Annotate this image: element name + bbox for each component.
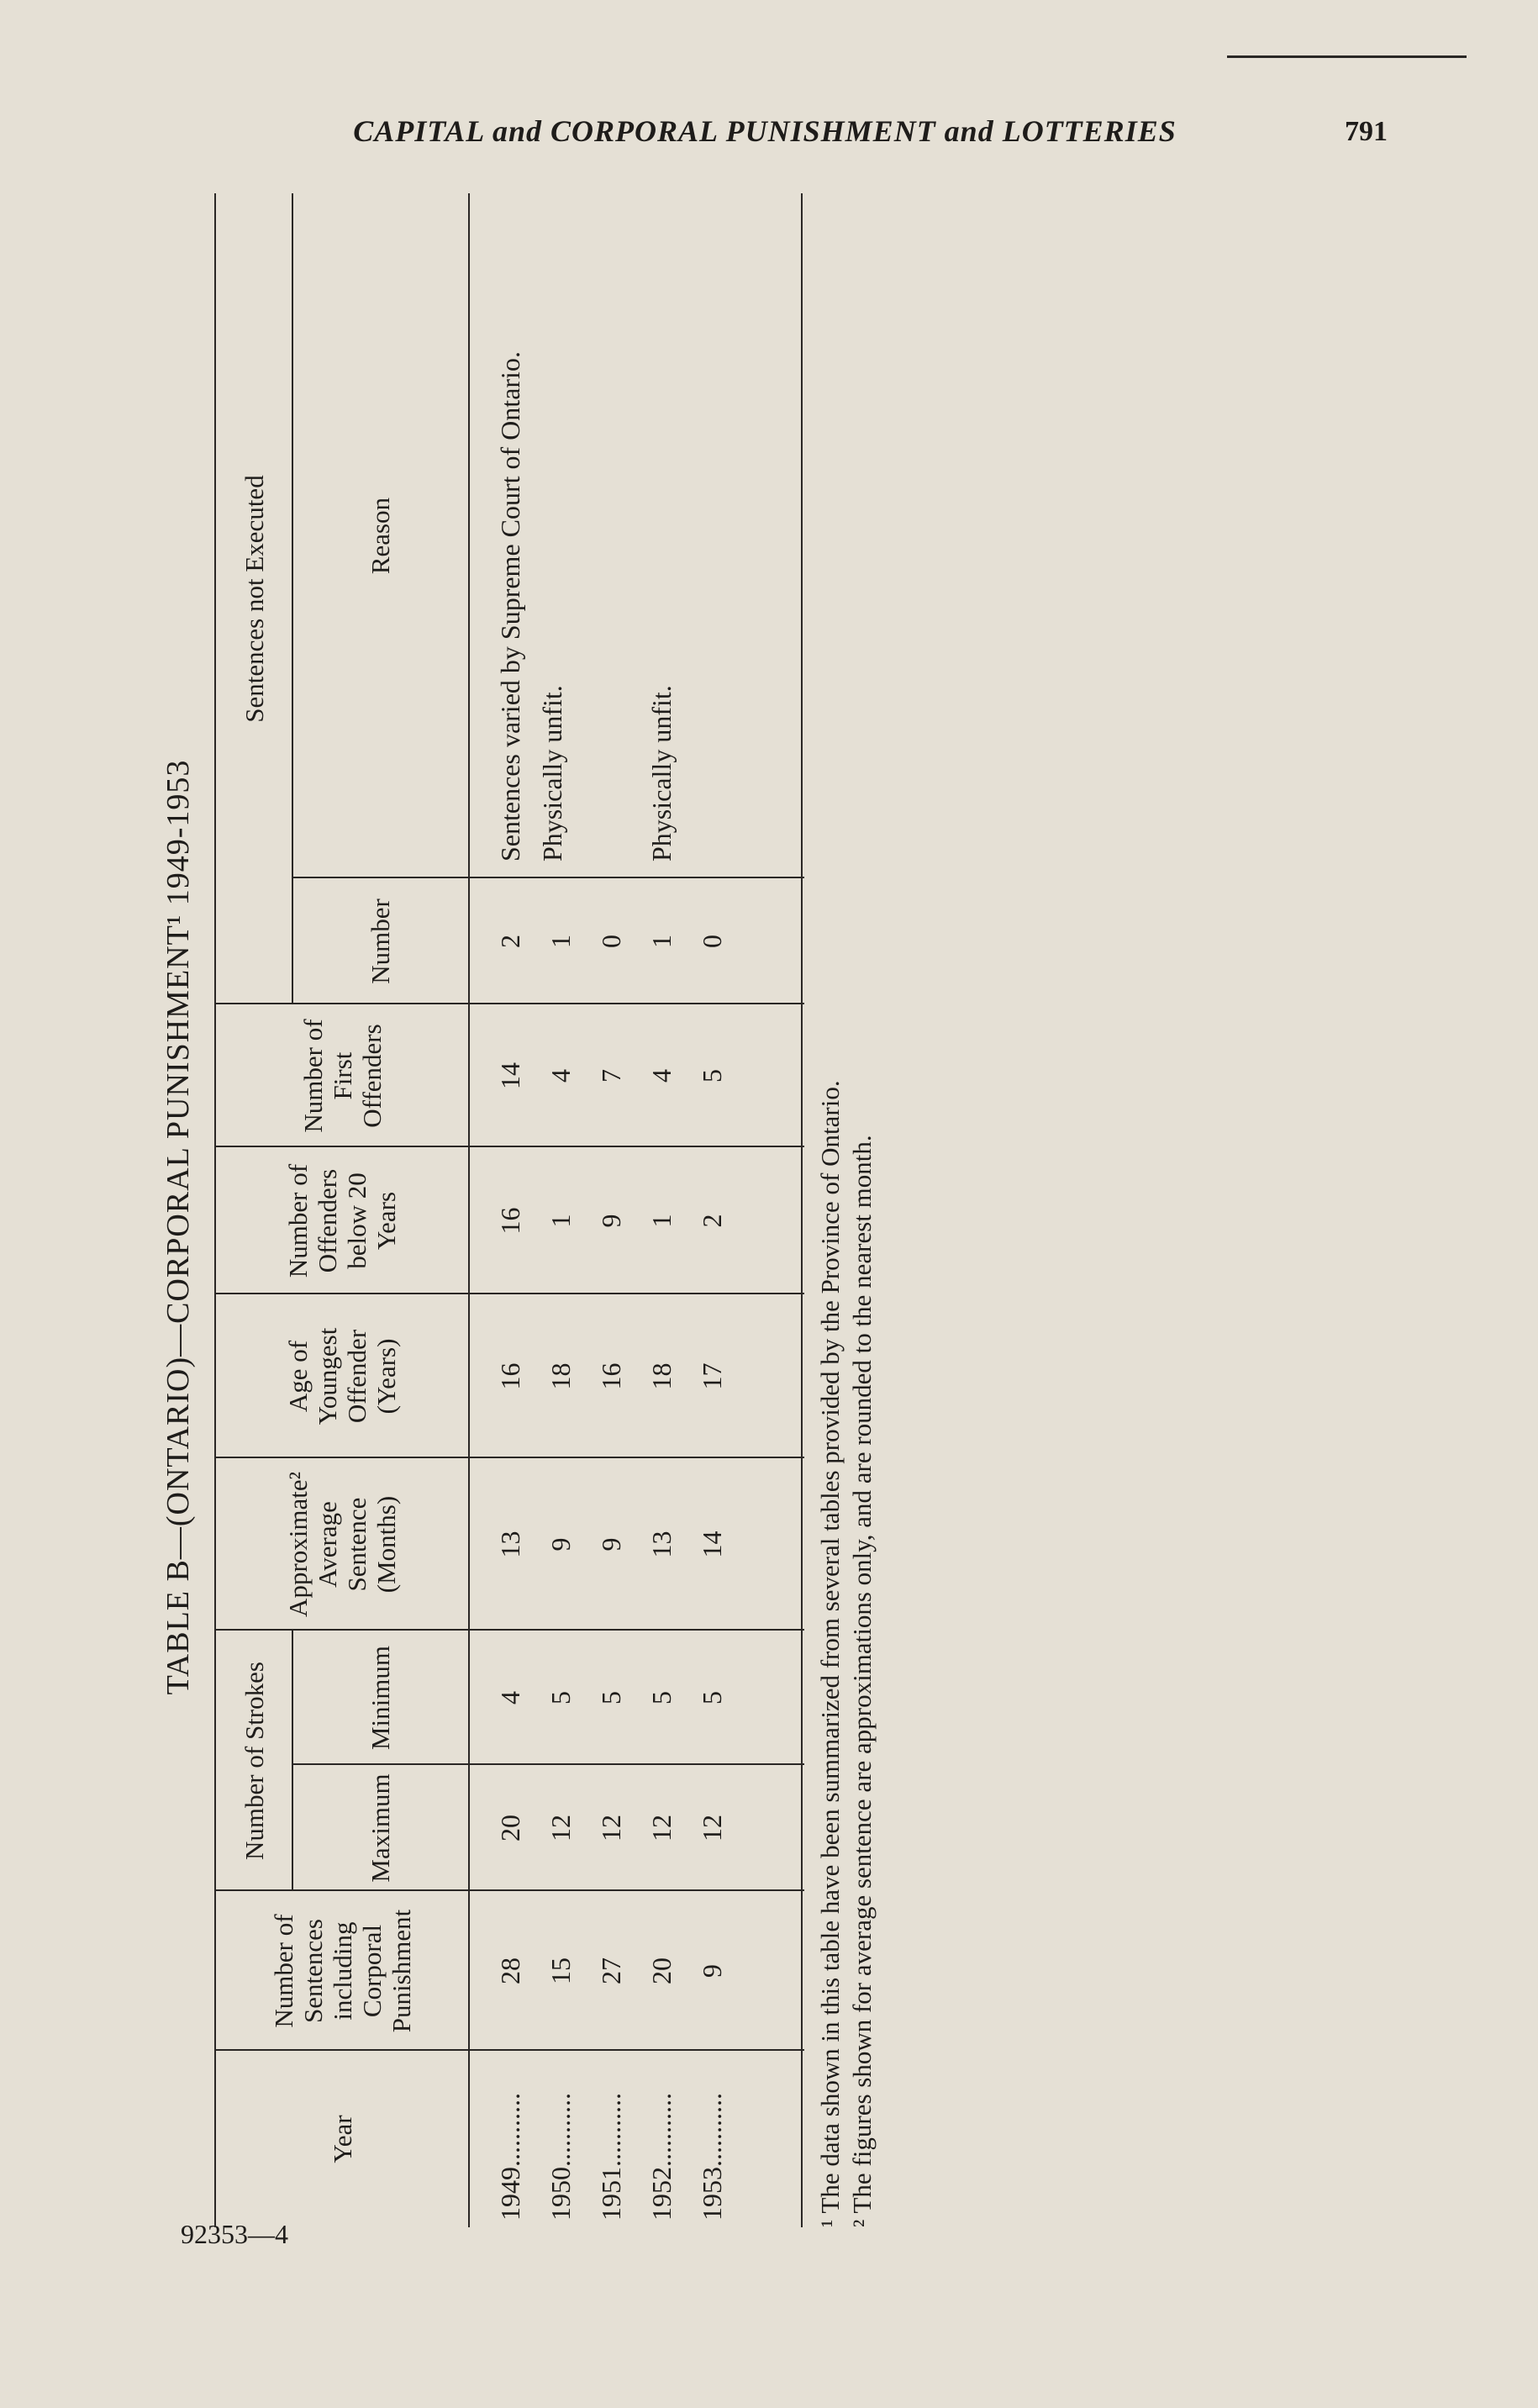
cell-reason-line2: Physically unfit. — [536, 685, 567, 862]
cell-year: 1951........... — [595, 2093, 626, 2221]
cell-min: 5 — [545, 1691, 576, 1705]
header-year: Year — [327, 2115, 357, 2163]
rotated-table-panel — [143, 168, 1353, 2286]
header-strokes-group: Number of Strokes — [239, 1662, 269, 1860]
running-head: CAPITAL and CORPORAL PUNISHMENT and LOTTERIES — [353, 114, 1177, 148]
cell-below20: 16 — [494, 1207, 525, 1235]
cell-year: 1949........... — [494, 2093, 525, 2221]
cell-first: 7 — [595, 1069, 626, 1083]
cell-not-executed: 1 — [545, 935, 576, 948]
cell-avg: 9 — [595, 1537, 626, 1552]
cell-below20: 1 — [645, 1214, 677, 1228]
cell-first: 4 — [545, 1069, 576, 1083]
header-number: Number — [365, 898, 395, 984]
cell-min: 4 — [494, 1691, 525, 1705]
cell-age: 17 — [696, 1362, 727, 1390]
cell-avg: 14 — [696, 1531, 727, 1558]
cell-reason: Physically unfit. — [645, 685, 677, 862]
footnote-1: ¹ The data shown in this table have been summarized from several tables provided by the Province of Ontario. — [815, 1080, 845, 2227]
cell-first: 14 — [494, 1062, 525, 1089]
cell-first: 5 — [696, 1069, 727, 1083]
cell-sentences: 9 — [696, 1964, 727, 1978]
header-first-offenders: Number of First Offenders — [298, 1019, 387, 1133]
cell-age: 16 — [595, 1362, 626, 1390]
cell-below20: 1 — [545, 1214, 576, 1228]
page-number: 791 — [1345, 116, 1388, 147]
footnote-2: ² The figures shown for average sentence are approximations only, and are rounded to the nearest month. — [847, 1135, 877, 2227]
strokes-group-rule — [292, 1631, 293, 1891]
cell-not-executed: 1 — [645, 935, 677, 948]
cell-max: 12 — [595, 1815, 626, 1842]
cell-year: 1952........... — [645, 2093, 677, 2221]
header-not-executed-group: Sentences not Executed — [239, 475, 269, 723]
cell-avg: 13 — [645, 1531, 677, 1558]
header-below-20: Number of Offenders below 20 Years — [283, 1163, 401, 1278]
header-minimum: Minimum — [365, 1646, 395, 1751]
header-rule — [468, 193, 470, 2227]
top-rule — [1227, 55, 1467, 58]
header-num-sentences: Number of Sentences including Corporal Punishment — [268, 1909, 416, 2033]
cell-year: 1953........... — [696, 2093, 727, 2221]
cell-not-executed: 0 — [595, 935, 626, 948]
cell-first: 4 — [645, 1069, 677, 1083]
cell-sentences: 15 — [545, 1957, 576, 1984]
cell-reason: Sentences varied by Supreme Court of Ontario. — [494, 351, 525, 862]
cell-avg: 9 — [545, 1537, 576, 1552]
cell-not-executed: 0 — [696, 935, 727, 948]
cell-year: 1950........... — [545, 2093, 576, 2221]
cell-max: 12 — [545, 1815, 576, 1842]
cell-not-executed: 2 — [494, 935, 525, 948]
cell-max: 20 — [494, 1815, 525, 1842]
header-maximum: Maximum — [365, 1773, 395, 1883]
cell-age: 18 — [545, 1362, 576, 1390]
cell-min: 5 — [595, 1691, 626, 1705]
cell-avg: 13 — [494, 1531, 525, 1558]
cell-below20: 2 — [696, 1214, 727, 1228]
cell-age: 18 — [645, 1362, 677, 1390]
cell-max: 12 — [645, 1815, 677, 1842]
data-table — [214, 193, 803, 2227]
cell-max: 12 — [696, 1815, 727, 1842]
not-executed-group-rule — [292, 193, 293, 1004]
cell-sentences: 20 — [645, 1957, 677, 1984]
cell-age: 16 — [494, 1362, 525, 1390]
table-title: TABLE B—(ONTARIO)—CORPORAL PUNISHMENT¹ 1949-1953 — [161, 759, 196, 1695]
cell-below20: 9 — [595, 1214, 626, 1228]
cell-min: 5 — [696, 1691, 727, 1705]
header-avg-sentence: Approximate² Average Sentence (Months) — [283, 1472, 401, 1617]
cell-min: 5 — [645, 1691, 677, 1705]
footer-code: 92353—4 — [181, 2219, 288, 2249]
cell-sentences: 27 — [595, 1957, 626, 1984]
cell-sentences: 28 — [494, 1957, 525, 1984]
header-age-youngest: Age of Youngest Offender (Years) — [283, 1327, 401, 1425]
header-reason: Reason — [365, 497, 395, 575]
